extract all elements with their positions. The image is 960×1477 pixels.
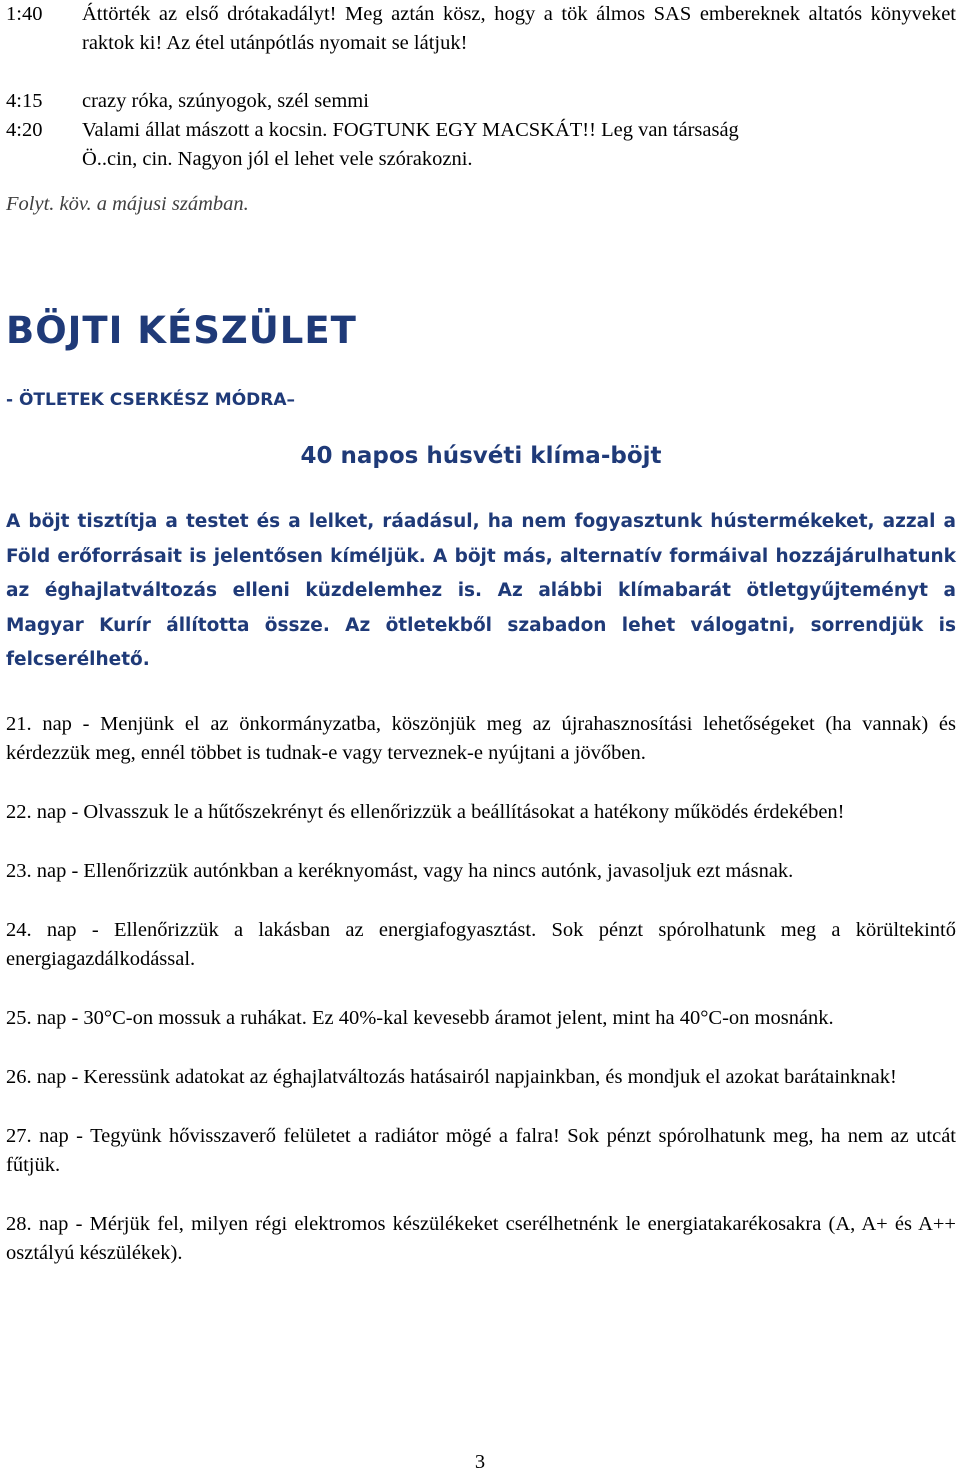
- day-item: 26. nap - Keressünk adatokat az éghajlatváltozás hatásairól napjainkban, és mondjuk el azokat barátainknak!: [6, 1065, 897, 1088]
- day-item: 23. nap - Ellenőrizzük autónkban a keréknyomást, vagy ha nincs autónk, javasoljuk ezt másnak.: [6, 859, 794, 882]
- article-title: BÖJTI KÉSZÜLET: [6, 309, 357, 352]
- log-entry: [6, 87, 956, 116]
- intro-paragraph: A böjt tisztítja a testet és a lelket, ráadásul, ha nem fogyasztunk hústermékeket, azzal a Föld erőforrásait is jelentősen kíméljük. A böjt más, alternatív formáival hozzájárulhatunk az éghajlatváltozás elleni küzdelemhez is. Az alábbi klímabarát ötletgyűjteményt a Magyar Kurír állította össze. Az ötletekből szabadon lehet válogatni, sorrendjük is felcserélhető.: [6, 511, 956, 671]
- section-heading: 40 napos húsvéti klíma-böjt: [300, 443, 662, 469]
- log-text: Áttörték az első drótakadályt! Meg aztán kösz, hogy a tök álmos SAS embereknek altatós könyveket raktok ki! Az étel utánpótlás nyomait se látjuk!: [82, 3, 956, 54]
- log-entry: [6, 0, 956, 58]
- day-item: 27. nap - Tegyünk hővisszaverő felületet a radiátor mögé a falra! Sok pénzt spórolhatunk meg, ha nem az utcát fűtjük.: [6, 1124, 956, 1176]
- diary-log: [6, 0, 956, 174]
- day-item: 28. nap - Mérjük fel, milyen régi elektromos készülékeket cserélhetnénk le energiatakarékosakra (A, A+ és A++ osztályú készülékek).: [6, 1212, 956, 1264]
- log-time: 1:40: [6, 3, 43, 25]
- log-text: Valami állat mászott a kocsin. FOGTUNK EGY MACSKÁT!! Leg van társaság: [82, 119, 739, 141]
- day-item: 24. nap - Ellenőrizzük a lakásban az energiafogyasztást. Sok pénzt spórolhatunk meg a körültekintő energiagazdálkodással.: [6, 918, 956, 970]
- log-text: crazy róka, szúnyogok, szél semmi: [82, 90, 369, 112]
- day-item: 22. nap - Olvasszuk le a hűtőszekrényt és ellenőrizzük a beállításokat a hatékony működés érdekében!: [6, 800, 845, 823]
- log-time: 4:20: [6, 119, 43, 141]
- day-item: 21. nap - Menjünk el az önkormányzatba, köszönjük meg az újrahasznosítási lehetőségeket (ha vannak) és kérdezzük meg, ennél többet is tudnak-e vagy terveznek-e nyújtani a jövőben.: [6, 712, 956, 764]
- article-subtitle: - ÖTLETEK CSERKÉSZ MÓDRA–: [6, 390, 296, 410]
- day-item: 25. nap - 30°C-on mossuk a ruhákat. Ez 40%-kal kevesebb áramot jelent, mint ha 40°C-on mosnánk.: [6, 1006, 834, 1029]
- document-page: [6, 0, 956, 1268]
- log-entry: [6, 116, 956, 145]
- page-number: 3: [474, 1451, 486, 1473]
- continuation-note: Folyt. köv. a májusi számban.: [6, 193, 249, 215]
- log-continuation: Ö..cin, cin. Nagyon jól el lehet vele szórakozni.: [82, 148, 473, 170]
- log-time: 4:15: [6, 90, 43, 112]
